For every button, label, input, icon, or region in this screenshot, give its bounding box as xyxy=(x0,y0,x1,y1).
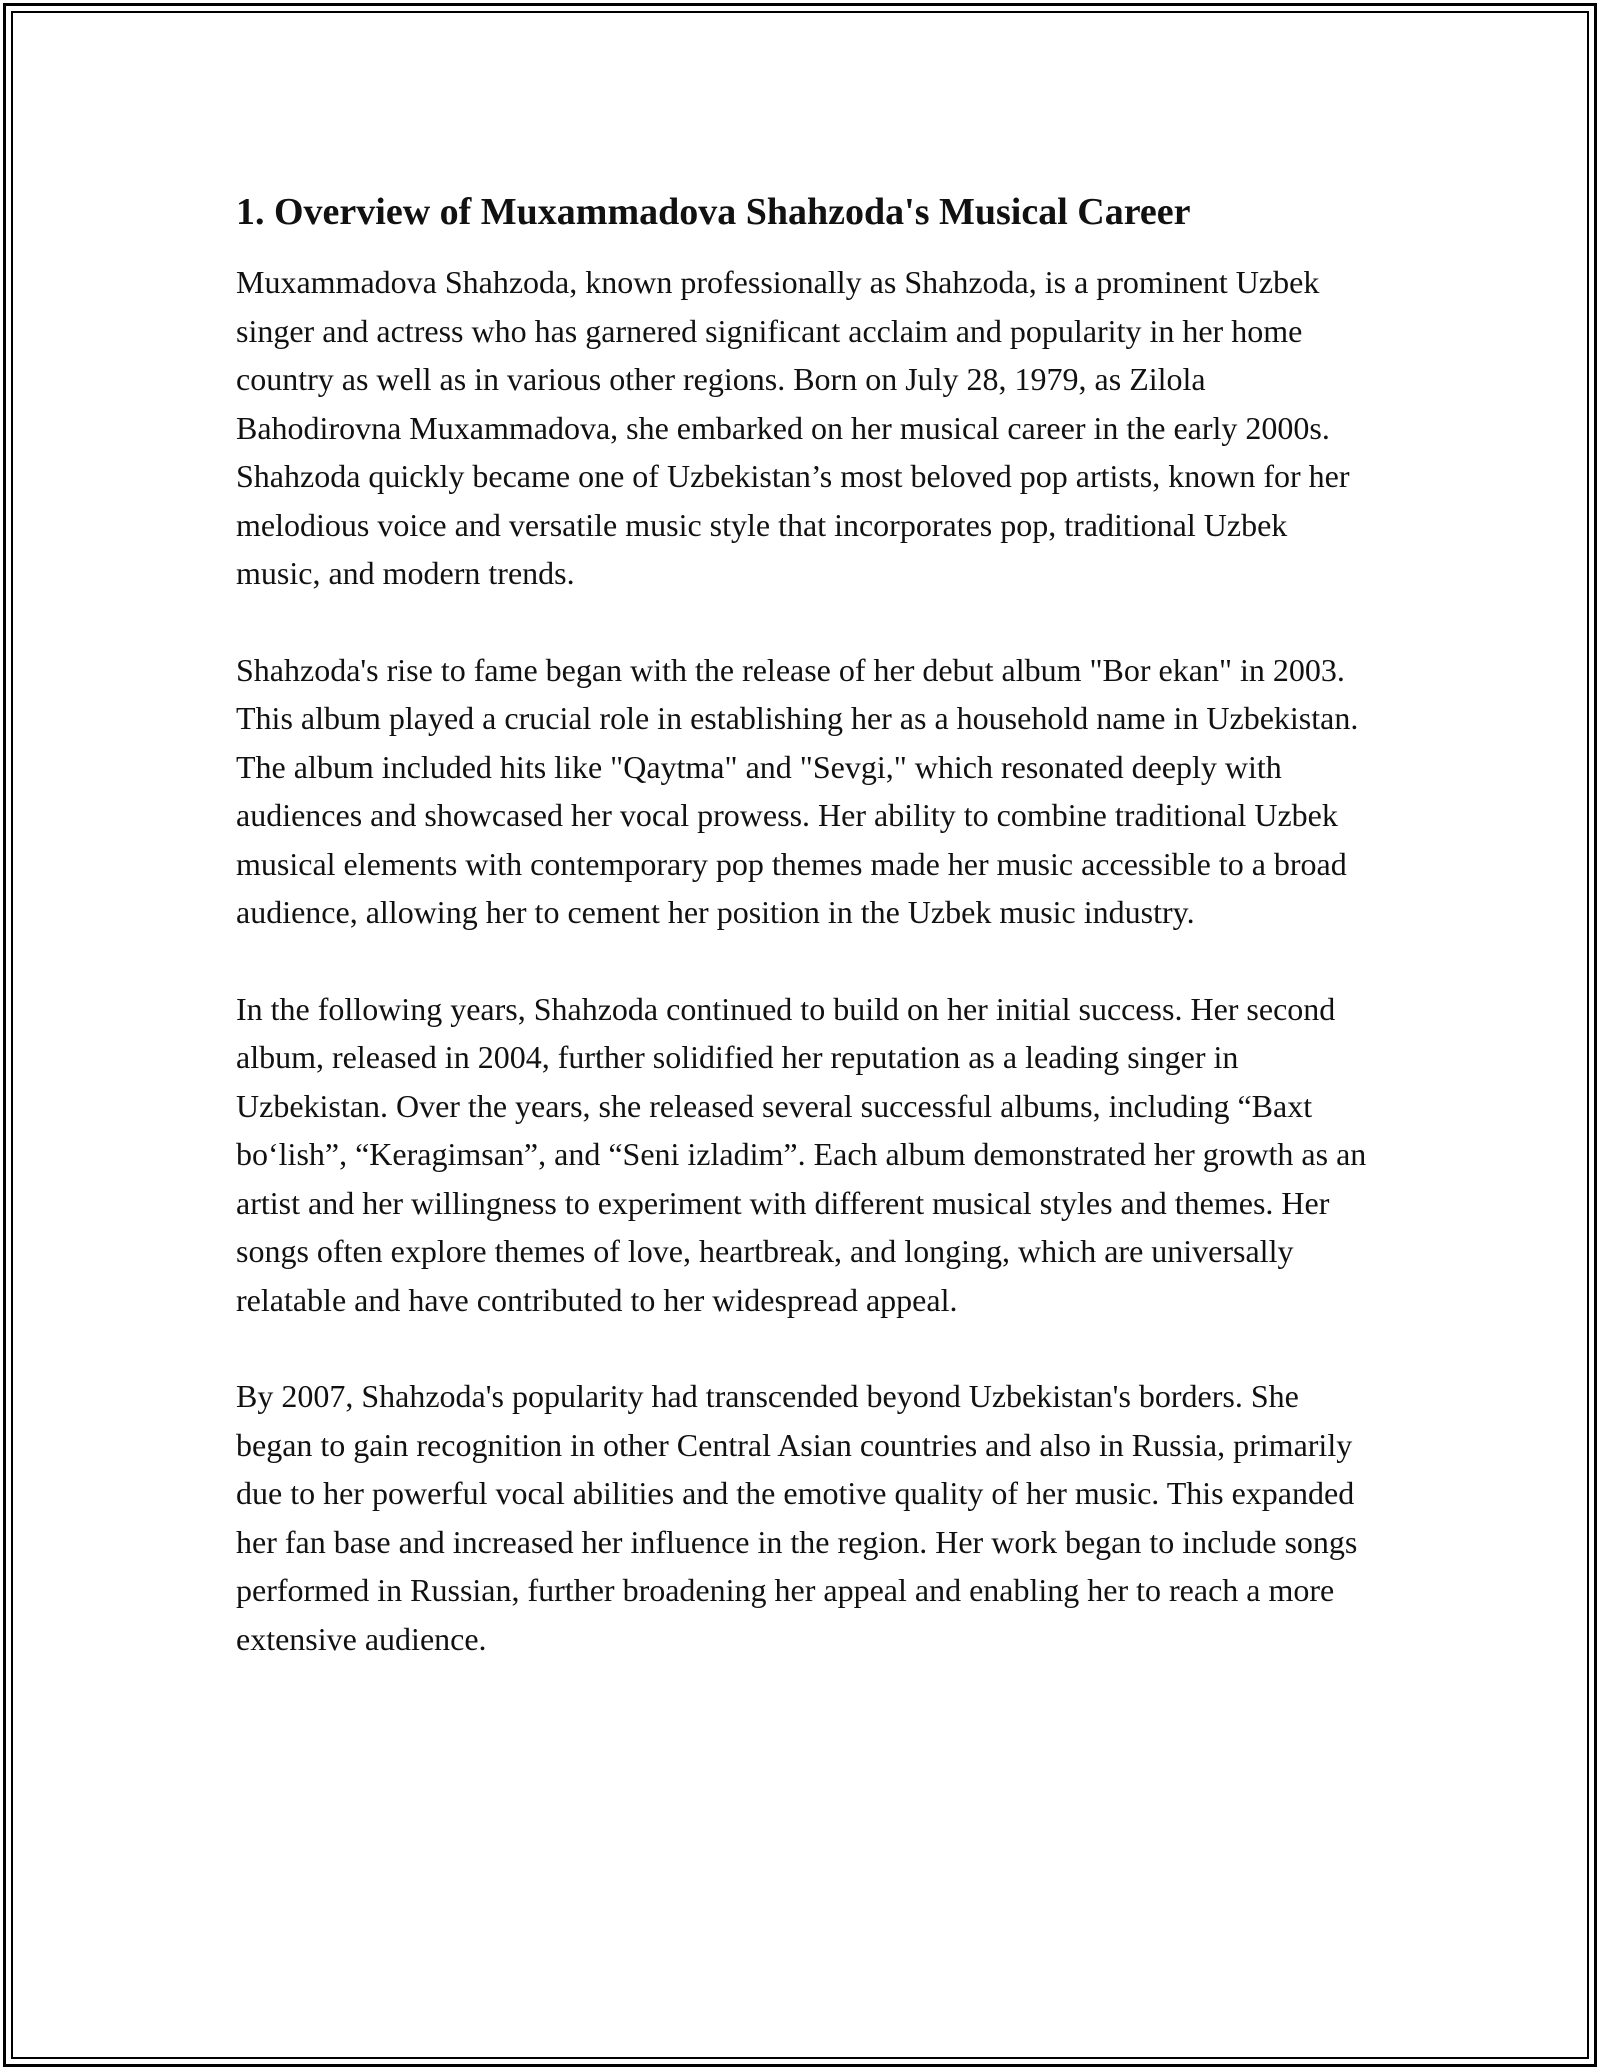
paragraph-following-years: In the following years, Shahzoda continued to build on her initial success. Her second album, released in 2004, further solidified her reputation as a leading singer in Uzbekistan. Over the years, she released several successful albums, including “Baxt boʻlish”, “Keragimsan”, and “Seni izladim”. Each album demonstrated her growth as an artist and her willingness to experiment with different musical styles and themes. Her songs often explore themes of love, heartbreak, and longing, which are universally relatable and have contributed to her widespread appeal. xyxy=(236,990,1367,1318)
paragraph-overview: Muxammadova Shahzoda, known professionally as Shahzoda, is a prominent Uzbek singer and actress who has garnered significant acclaim and popularity in her home country as well as in various other regions. Born on July 28, 1979, as Zilola Bahodirovna Muxammadova, she embarked on her musical career in the early 2000s. Shahzoda quickly became one of Uzbekistan’s most beloved pop artists, known for her melodious voice and versatile music style that incorporates pop, traditional Uzbek music, and modern trends. xyxy=(236,264,1350,591)
paragraph-rise-to-fame: Shahzoda's rise to fame began with the release of her debut album "Bor ekan" in 2003. This album played a crucial role in establishing her as a household name in Uzbekistan. The album included hits like "Qaytma" and "Sevgi," which resonated deeply with audiences and showcased her vocal prowess. Her ability to combine traditional Uzbek musical elements with contemporary pop themes made her music accessible to a broad audience, allowing her to cement her position in the Uzbek music industry. xyxy=(236,651,1359,930)
section-heading: 1. Overview of Muxammadova Shahzoda's Musical Career xyxy=(236,191,1191,233)
document-body xyxy=(236,188,1376,1711)
paragraph-international: By 2007, Shahzoda's popularity had transcended beyond Uzbekistan's borders. She began to gain recognition in other Central Asian countries and also in Russia, primarily due to her powerful vocal abilities and the emotive quality of her music. This expanded her fan base and increased her influence in the region. Her work began to include songs performed in Russian, further broadening her appeal and enabling her to reach a more extensive audience. xyxy=(236,1378,1358,1657)
